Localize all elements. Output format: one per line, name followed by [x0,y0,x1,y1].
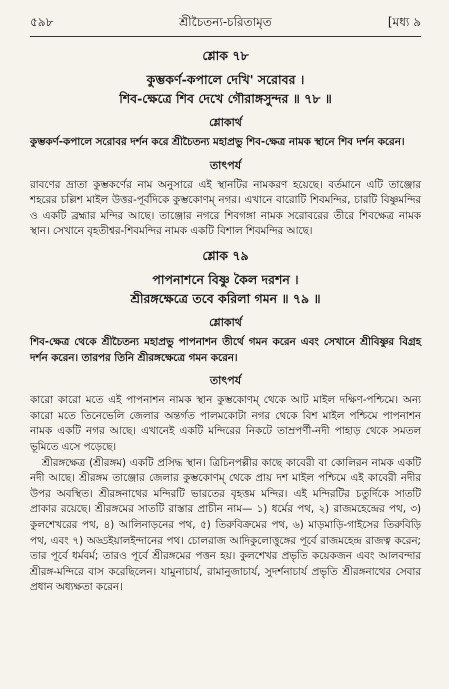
purport-label-78: তাৎপর্য [209,158,242,172]
verse-78-line-2: শিব-ক্ষেত্রে শিব দেখে গৌরাঙ্গসুন্দর ॥ ৭৮ ॥ [119,91,332,106]
section-marker: [মধ্য ৯ [387,15,421,29]
purport-label-79: তাৎপর্য [209,374,242,388]
purport-79-para-2: শ্রীরঙ্গক্ষেত্র (শ্রীরঙ্গম) একটি প্রসিদ্ধ স্থান। ত্রিচিনপল্লীর কাছে কাবেরী বা কোলিরন নামক একটি নদী আছে। শ্রীরঙ্গম তাঞ্জোর জেলার কুম্ভকোণম্ থেকে প্রায় দশ মাইল পশ্চিমে এই কাবেরী নদীর উপর অবস্থিত। শ্রীরঙ্গনাথের মন্দিরটি ভারতের বৃহত্তম মন্দির। এই মন্দিরটির চতুর্দিকে সাতটি প্রাকার রয়েছে। শ্রীরঙ্গমের সাতটি রাস্তার প্রাচীন নাম— ১) ধর্মের পথ, ২) রাজমহেন্দ্রের পথ, ৩) কুলশেখরের পথ, ৪) আলিনাড়নের পথ, ৫) তিরুবিক্রমের পথ, ৬) মাড়মাড়ি-গাইসের তিরুবিড়ি পথ, এবং ৭) অড্ডইয়ালইন্দানের পথ। চোলরাজ আদিকুলোত্তুঙ্গের পূর্বে রাজমহেন্দ্র রাজত্ব করেন; তার পূর্বে ধর্মবর্ম; তারও পূর্বে শ্রীরঙ্গমের পত্তন হয়। কুলশেখর প্রভৃতি কয়েকজন এবং আলবন্দার শ্রীরঙ্গ-মন্দিরে বাস করেছিলেন। যামুনাচার্য, রামানুজাচার্য, সুদর্শনাচার্য প্রভৃতি শ্রীরঙ্গনাথের সেবার প্রধান অধ্যক্ষতা করেন। [30,456,421,594]
verse-78-line-1: কুম্ভকর্ণ-কপালে দেখি' সরোবর । [146,72,305,87]
sloka-heading-79: শ্লোক ৭৯ [202,247,249,263]
running-title: শ্রীচৈতন্য-চরিতামৃত [179,15,272,29]
page-content [30,44,421,596]
sloka-heading-78: শ্লোক ৭৮ [202,48,249,63]
translation-79: শিব-ক্ষেত্র থেকে শ্রীচৈতন্য মহাপ্রভু পাপনাশন তীর্থে গমন করেন এবং সেখানে শ্রীবিষ্ণুর বিগ্রহ দর্শন করেন। তারপর তিনি শ্রীরঙ্গক্ষেত্রে গমন করেন। [30,335,421,364]
translation-78: কুম্ভকর্ণ-কপালে সরোবর দর্শন করে শ্রীচৈতন্য মহাপ্রভু শিব-ক্ষেত্র নামক স্থানে শিব দর্শন করেন। [30,136,405,148]
header-rule [30,36,421,37]
page-number: ৫৯৮ [30,15,54,29]
page-header [30,14,421,36]
translation-label-78: শ্লোকার্থ [209,116,242,129]
translation-label-79: শ্লোকার্থ [209,315,242,329]
purport-78: রাবণের ভ্রাতা কুম্ভকর্ণের নাম অনুসারে এই স্থানটির নামকরণ হয়েছে। বর্তমানে এটি তাঞ্জোর শহরের চল্লিশ মাইল উত্তর-পূর্বদিকে কুম্ভকোণম্ নগর। এখানে বারোটি শিবমন্দির, চারটি বিষ্ণুমন্দির ও একটি ব্রহ্মার মন্দির আছে। তাঞ্জোর নগরে শিবগঙ্গা নামক সরোবরের তীরে শিবক্ষেত্র নামক স্থান। সেখানে বৃহতীশ্বর-শিবমন্দির নামক একটি বিশাল শিবমন্দির আছে। [30,178,421,238]
verse-79-line-1: পাপনাশনে বিষ্ণু কৈল দরশন । [152,271,299,287]
purport-79-para-1: কারো কারো মতে এই পাপনাশন নামক স্থান কুম্ভকোণম্ থেকে আট মাইল দক্ষিণ-পশ্চিমে। অন্য কারো মতে তিনেভেলি জেলার অন্তর্গত পালমকোটা নগর থেকে বিশ মাইল পশ্চিমে পাপনাশন নামক একটি নগর আছে। এখানেই একটি মন্দিরের নিকটে তাম্রপর্ণী-নদী পাহাড় থেকে সমতল ভূমিতে এসে পড়েছে। [30,394,421,453]
verse-79-line-2: শ্রীরঙ্গক্ষেত্রে তবে করিলা গমন ॥ ৭৯ ॥ [130,290,321,306]
